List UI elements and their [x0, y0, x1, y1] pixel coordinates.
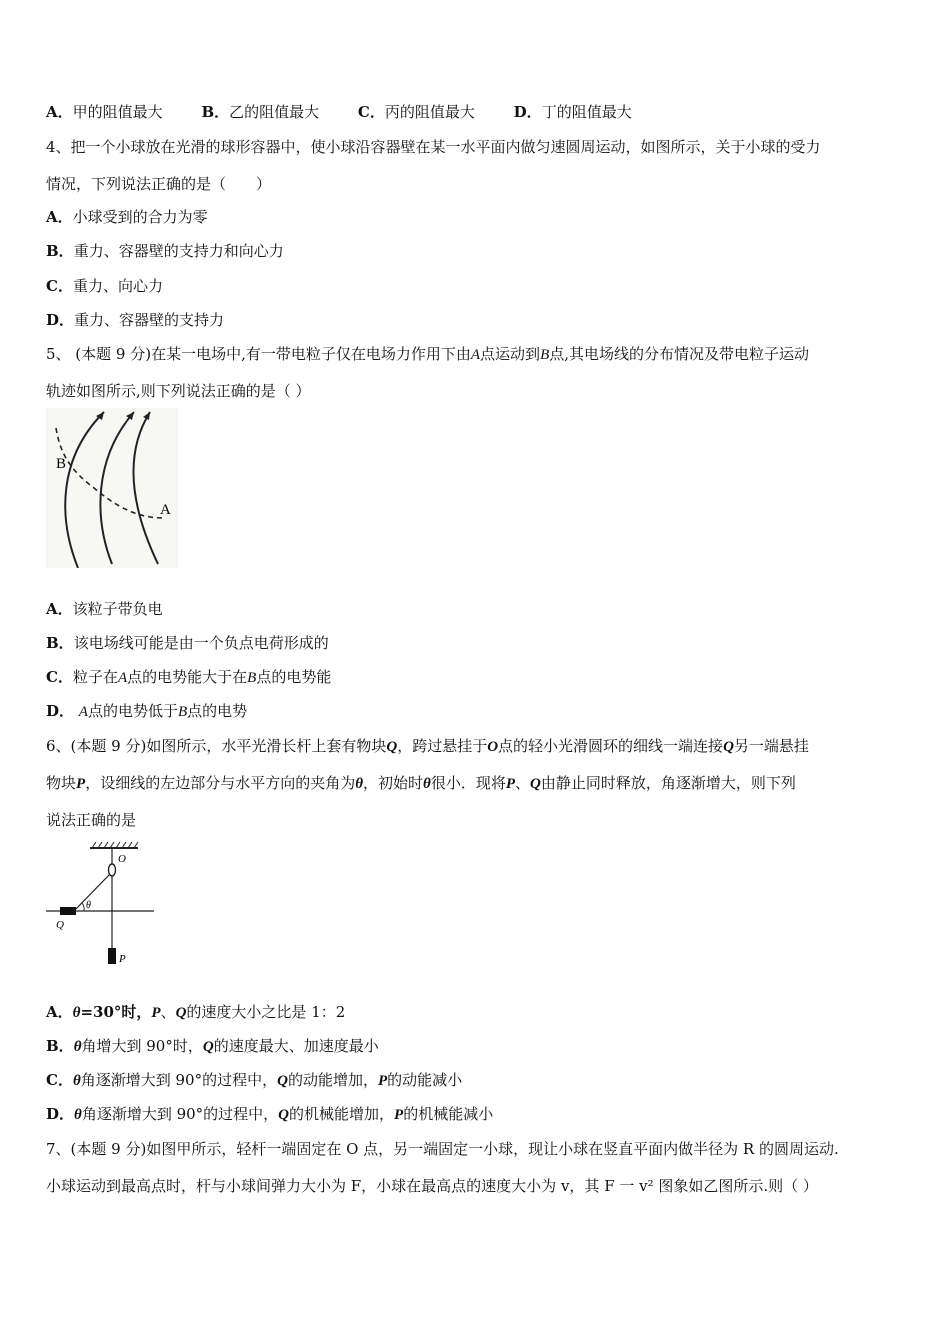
- q3-option-b: B．乙的阻值最大: [201, 103, 320, 121]
- block-p: [108, 948, 116, 964]
- q5-option-c: C．粒子在A点的电势能大于在B点的电势能: [46, 668, 332, 686]
- q6-pulley-figure: [46, 840, 156, 970]
- q5-stem-line2: 轨迹如图所示,则下列说法正确的是（ ）: [46, 382, 311, 400]
- q5-option-a: A．该粒子带负电: [46, 600, 163, 618]
- q5-field-figure: [46, 408, 178, 568]
- q4-option-b: B．重力、容器壁的支持力和向心力: [46, 242, 284, 260]
- q7-stem-line1: 7、(本题 9 分)如图甲所示，轻杆一端固定在 O 点，另一端固定一小球，现让小球在竖直平面内做半径为 R 的圆周运动.: [46, 1140, 839, 1158]
- q5-stem-line1: 5、 (本题 9 分)在某一电场中,有一带电粒子仅在电场力作用下由A点运动到B点,其电场线的分布情况及带电粒子运动: [46, 345, 810, 363]
- label-point-a: A: [160, 502, 171, 518]
- q4-option-d: D．重力、容器壁的支持力: [46, 311, 225, 329]
- q6-option-c: C．θ角逐渐增大到 90°的过程中，Q的动能增加，P的动能减小: [46, 1071, 463, 1089]
- q4-stem-line1: 4、把一个小球放在光滑的球形容器中，使小球沿容器壁在某一水平面内做匀速圆周运动，如图所示，关于小球的受力: [46, 138, 821, 156]
- q6-stem-line3: 说法正确的是: [46, 811, 137, 829]
- q3-option-a: A．甲的阻值最大: [46, 103, 163, 121]
- q4-option-c: C．重力、向心力: [46, 277, 163, 295]
- string-left: [74, 874, 110, 911]
- q4-stem-line2: 情况，下列说法正确的是（ ）: [46, 175, 272, 193]
- q6-option-b: B．θ角增大到 90°时，Q的速度最大、加速度最小: [46, 1037, 379, 1055]
- q3-option-d: D．丁的阻值最大: [513, 103, 632, 121]
- label-o: O: [118, 853, 126, 865]
- q6-option-d: D．θ角逐渐增大到 90°的过程中，Q的机械能增加，P的机械能减小: [46, 1105, 494, 1123]
- label-p: P: [119, 953, 126, 965]
- q6-option-a: A．θ=30°时，P、Q的速度大小之比是 1：2: [46, 1003, 346, 1021]
- label-point-b: B: [56, 456, 67, 472]
- q5-option-b: B．该电场线可能是由一个负点电荷形成的: [46, 634, 329, 652]
- q7-stem-line2: 小球运动到最高点时，杆与小球间弹力大小为 F，小球在最高点的速度大小为 v，其 F 一 v² 图象如乙图所示.则（ ）: [46, 1177, 818, 1195]
- q3-option-c: C．丙的阻值最大: [357, 103, 475, 121]
- q6-stem-line2: 物块P，设细线的左边部分与水平方向的夹角为θ，初始时θ很小．现将P、Q由静止同时释放，角逐渐增大，则下列: [46, 774, 796, 792]
- block-q: [60, 907, 76, 915]
- q3-options-row: [46, 102, 666, 122]
- label-theta: θ: [86, 900, 91, 911]
- angle-arc: [82, 903, 84, 911]
- q4-option-a: A．小球受到的合力为零: [46, 208, 208, 226]
- label-q: Q: [56, 919, 64, 931]
- q5-option-d: D． A点的电势低于B点的电势: [46, 702, 248, 720]
- q6-stem-line1: 6、(本题 9 分)如图所示，水平光滑长杆上套有物块Q，跨过悬挂于O点的轻小光滑圆环的细线一端连接Q另一端悬挂: [46, 737, 809, 755]
